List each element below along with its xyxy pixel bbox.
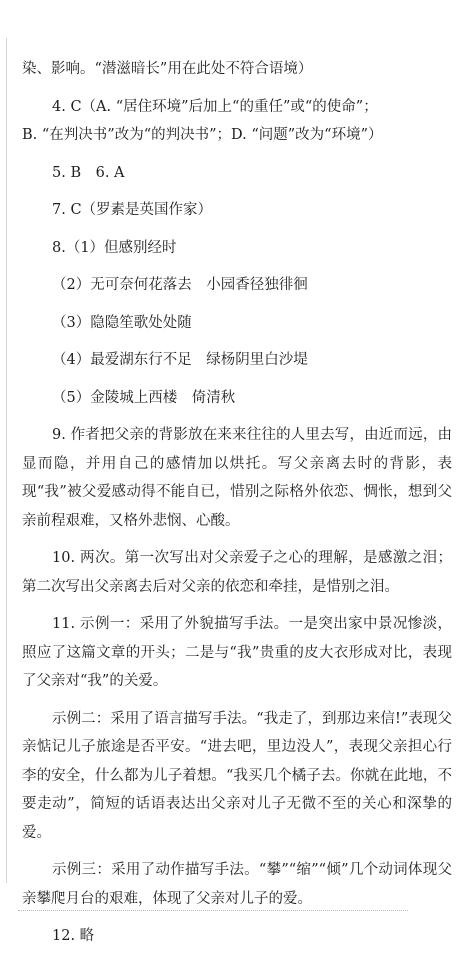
left-margin-rule	[6, 38, 7, 883]
answer-8-4: （4）最爱湖东行不足 绿杨阴里白沙堤	[52, 352, 308, 368]
answer-8-5: （5）金陵城上西楼 倚清秋	[52, 389, 236, 406]
answer-12: 12. 略	[52, 928, 95, 944]
answer-content	[22, 55, 452, 960]
answer-7: 7. C（罗素是英国作家）	[52, 202, 213, 218]
answer-11-example-1: 11. 示例一：采用了外貌描写手法。一是突出家中景况惨淡，照应了这篇文章的开头；二是与“我”贵重的皮大衣形成对比，表现了父亲对“我”的关爱。	[22, 616, 452, 689]
answer-11-example-3: 示例三：采用了动作描写手法。“攀”“缩”“倾”几个动词体现父亲攀爬月台的艰难，体现了父亲对儿子的爱。	[22, 862, 452, 907]
answer-8-1: 8.（1）但感别经时	[52, 239, 177, 256]
answer-8-3: （3）隐隐笙歌处处随	[52, 314, 192, 331]
bottom-dotted-rule	[18, 910, 408, 911]
answer-4-line1: 4. C（A. “居住环境”后加上“的重任”或“的使命”；	[52, 98, 378, 115]
answer-10: 10. 两次。第一次写出对父亲爱子之心的理解，是感激之泪；第二次写出父亲离去后对父亲的依恋和牵挂，是惜别之泪。	[22, 550, 452, 595]
answer-8-2: （2）无可奈何花落去 小园香径独徘徊	[52, 277, 308, 293]
answer-11-example-2: 示例二：采用了语言描写手法。“我走了，到那边来信!”表现父亲惦记儿子旅途是否平安。“进去吧，里边没人”，表现父亲担心行李的安全，什么都为儿子着想。“我买几个橘子去。你就在此地，不要走动”，简短的话语表达出父亲对儿子无微不至的关心和深挚的爱。	[22, 710, 452, 841]
answer-5-6: 5. B 6. A	[52, 164, 125, 181]
answer-continuation: 染、影响。“潜滋暗长”用在此处不符合语境）	[22, 61, 313, 77]
answer-4-line2: B. “在判决书”改为“的判决书”；D. “问题”改为“环境”）	[22, 127, 383, 143]
answer-9: 9. 作者把父亲的背影放在来来往往的人里去写，由近而远，由显而隐，并用自己的感情加以烘托。写父亲离去时的背影，表现“我”被父爱感动得不能自已，惜别之际格外依恋、惆怅，想到父亲前程艰难，又格外悲悯、心酸。	[22, 427, 452, 529]
